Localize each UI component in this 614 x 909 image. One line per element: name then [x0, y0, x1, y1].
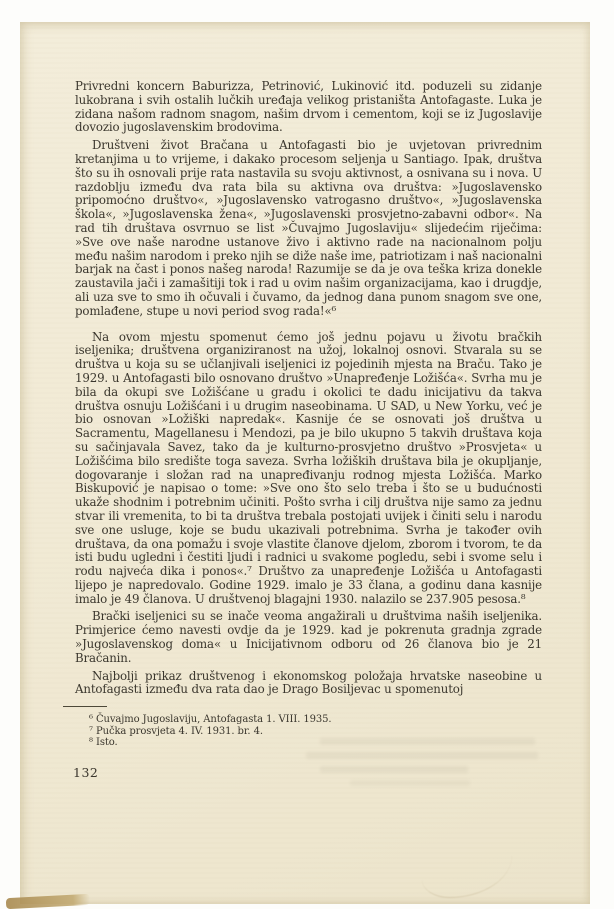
paragraph-list: [75, 80, 542, 697]
body-text: [75, 80, 542, 780]
bleedthrough-ghost: [350, 780, 470, 786]
footnote: ⁶ Čuvajmo Jugoslaviju, Antofagasta 1. VIII. 1935.: [89, 714, 332, 726]
paragraph: Najbolji prikaz društvenog i ekonomskog položaja hrvatske naseobine u Antofagasti između dva rata dao je Drago Bosiljevac u spomenutoj: [75, 668, 542, 697]
footnotes: [75, 714, 542, 749]
book-page: [20, 22, 590, 904]
page-number: 132: [73, 765, 99, 781]
paragraph: Brački iseljenici su se inače veoma angažirali u društvima naših iseljenika. Primjerice ćemo navesti ovdje da je 1929. kad je pokrenuta gradnja zgrade »Jugoslavenskog doma« u Inicijativnom odboru od 26 članova bio je 21 Bračanin.: [75, 609, 542, 665]
footnote: ⁸ Isto.: [89, 737, 118, 749]
page-curl-shadow: [6, 894, 90, 909]
paragraph: Privredni koncern Baburizza, Petrinović, Lukinović itd. poduzeli su zidanje lukobrana i svih ostalih lučkih uređaja velikog pristaništa Antofagaste. Luka je zidana našom radnom snagom, našim drvom i cementom, koji se iz Jugoslavije dovozio jugoslavenskim brodovima.: [75, 79, 542, 135]
footnote: ⁷ Pučka prosvjeta 4. IV. 1931. br. 4.: [89, 725, 263, 737]
footnote-separator: [63, 706, 107, 707]
paragraph: Društveni život Bračana u Antofagasti bio je uvjetovan privrednim kretanjima u to vrijeme, i dakako procesom seljenja u Santiago. Ipak, društva što su ih osnovali prije rata nastavila su svoju aktivnost, a osnivana su i nova. U razdoblju između dva rata bila su aktivna ova društva: »Jugoslavensko pripomoćno društvo«, »Jugoslavensko vatrogasno društvo«, »Jugoslavenska škola«, »Jugoslavenska žena«, »Jugoslavenski prosvjetno-zabavni odbor«. Na rad tih društava osvrnuo se list »Čuvajmo Jugoslaviju« slijedećim riječima: »Sve ove naše narodne ustanove živo i aktivno rade na nacionalnom polju među našim narodom i preko njih se diže naše ime, patriotizam i naš nacionalni barjak na čast i ponos našeg naroda! Razumije se da je ova teška kriza donekle zaustavila jači i zamašitiji tok i rad u ovim našim organizacijama, kao i drugdje, ali uza sve to smo ih očuvali i čuvamo, da jednog dana punom snagom sve one, pomlađene, stupe u novi period svog rada!«⁶: [75, 138, 542, 318]
paragraph: Na ovom mjestu spomenut ćemo još jednu pojavu u životu bračkih iseljenika; društvena organiziranost na užoj, lokalnoj osnovi. Stvarala su se društva u koja su se učlanjivali iseljenici iz pojedinih mjesta na Braču. Tako je 1929. u Antofagasti bilo osnovano društvo »Unapređenje Ložišća«. Svrha mu je bila da okupi sve Ložišćane u gradu i okolici te dadu inicijativu da takva društva osnuju Ložišćani i u drugim naseobinama. U SAD, u New Yorku, već je bio osnovan »Ložiški napredak«. Kasnije će se osnovati još društva u Sacramentu, Magellanesu i Mendozi, pa je bilo ukupno 5 takvih društava koja su sačinjavala Savez, tako da je kulturno-prosvjetno društvo »Prosvjeta« u Ložišćima bilo središte toga saveza. Svrha ložiških društava bila je okupljanje, dogovaranje i složan rad na unapređivanju rodnog mjesta Ložišća. Marko Biskupović je napisao o tome: »Sve ono što selo treba i što se u budućnosti ukaže shodnim i potrebnim učiniti. Pošto svrha i cilj društva nije samo za jednu stvar ili vremenita, to bi ta društva trebala postojati uvijek i činiti selu i narodu sve one usluge, koje se budu ukazivali potrebnima. Svrha je također ovih društava, da ona pomažu i svoje vlastite članove djelom, zborom i tvorom, te da isti budu ugledni i čestiti ljudi i radnici u svakome pogledu, sebi i svome selu i rodu najveća dika i ponos«.⁷ Društvo za unapređenje Ložišća u Antofagasti lijepo je napredovalo. Godine 1929. imalo je 33 člana, a godinu dana kasnije imalo je 49 članova. U društvenoj blagajni 1930. nalazilo se 237.905 pesosa.⁸: [75, 329, 542, 606]
page-curl-mark: [422, 837, 512, 898]
